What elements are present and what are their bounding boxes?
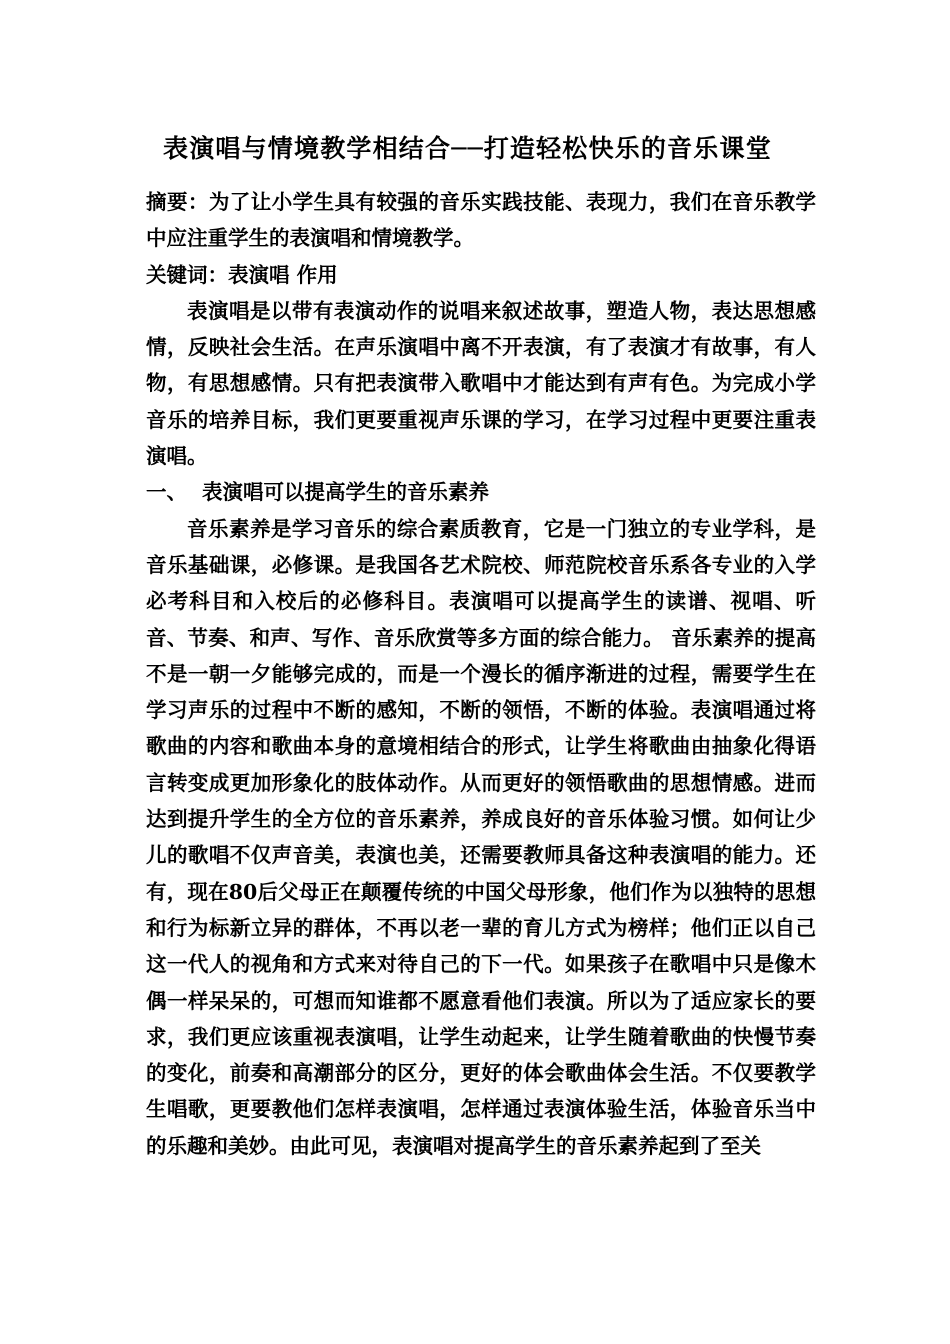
section-paragraph: 音乐素养是学习音乐的综合素质教育，它是一门独立的专业学科，是音乐基础课，必修课。是我国各艺术院校、师范院校音乐系各专业的入学必考科目和入校后的必修科目。表演唱可以提高学生的读谱、视唱、听音、节奏、和声、写作、音乐欣赏等多方面的综合能力。 音乐素养的提高不是一朝一夕能够完成的，而是一个漫长的循序渐进的过程，需要学生在学习声乐的过程中不断的感知，不断的领悟，不断的体验。表演唱通过将歌曲的内容和歌曲本身的意境相结合的形式，让学生将歌曲由抽象化得语言转变成更加形象化的肢体动作。从而更好的领悟歌曲的思想情感。进而达到提升学生的全方位的音乐素养，养成良好的音乐体验习惯。如何让少儿的歌唱不仅声音美，表演也美，还需要教师具备这种表演唱的能力。还有，现在80后父母正在颠覆传统的中国父母形象，他们作为以独特的思想和行为标新立异的群体，不再以老一辈的育儿方式为榜样；他们正以自己这一代人的视角和方式来对待自己的下一代。如果孩子在歌唱中只是像木偶一样呆呆的，可想而知谁都不愿意看他们表演。所以为了适应家长的要求，我们更应该重视表演唱，让学生动起来，让学生随着歌曲的快慢节奏的变化，前奏和高潮部分的区分，更好的体会歌曲体会生活。不仅要教学生唱歌，更要教他们怎样表演唱，怎样通过表演体验生活，体验音乐当中的乐趣和美妙。由此可见，表演唱对提高学生的音乐素养起到了至关 — [146, 516, 816, 1158]
keywords-line: 关键词：表演唱 作用 — [146, 262, 338, 287]
section-number: 一、 — [146, 480, 187, 505]
intro-paragraph: 表演唱是以带有表演动作的说唱来叙述故事，塑造人物，表达思想感情，反映社会生活。在声乐演唱中离不开表演，有了表演才有故事，有人物，有思想感情。只有把表演带入歌唱中才能达到有声有色。为完成小学音乐的培养目标，我们更要重视声乐课的学习，在学习过程中更要注重表演唱。 — [146, 298, 816, 469]
section-heading — [146, 474, 816, 510]
abstract-paragraph: 摘要：为了让小学生具有较强的音乐实践技能、表现力，我们在音乐教学中应注重学生的表演唱和情境教学。 — [146, 190, 816, 251]
document-body — [146, 184, 816, 1164]
section-heading-text: 表演唱可以提高学生的音乐素养 — [202, 480, 489, 505]
document-title: 表演唱与情境教学相结合──打造轻松快乐的音乐课堂 — [163, 134, 772, 163]
